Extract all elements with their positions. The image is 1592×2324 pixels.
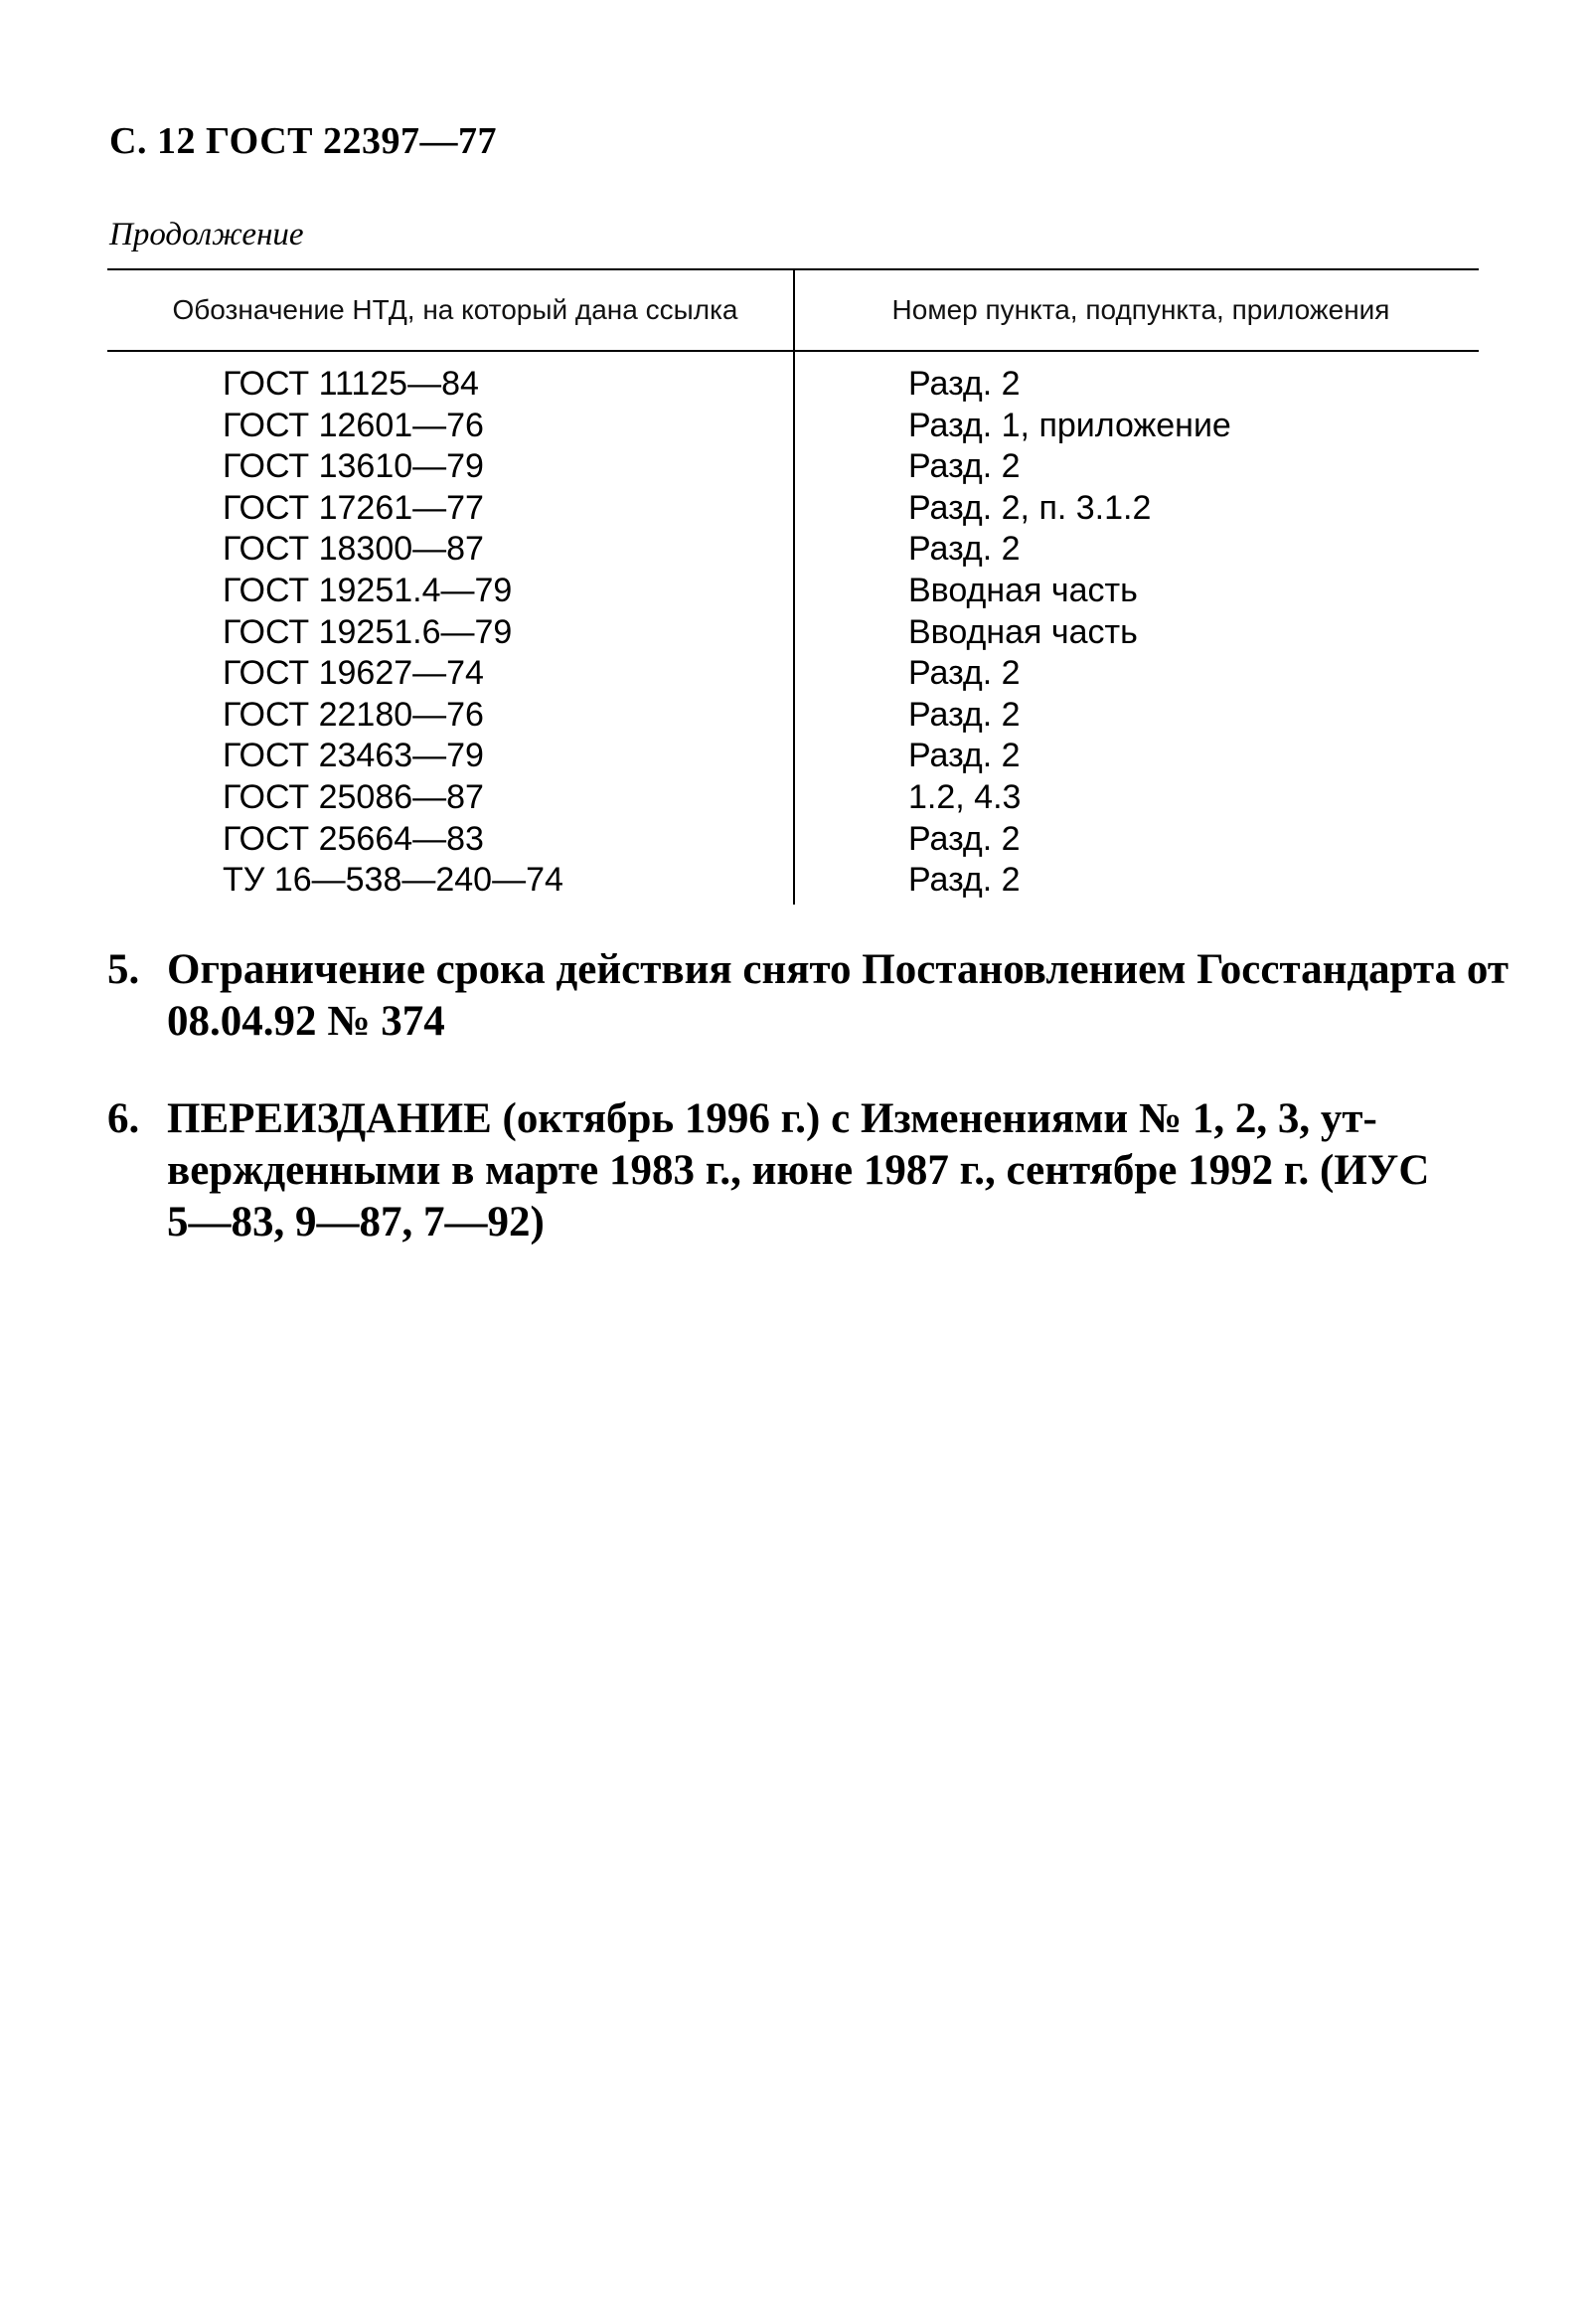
cell-document: ГОСТ 11125—84 (223, 365, 479, 403)
cell-document: ГОСТ 19627—74 (223, 654, 484, 693)
note-line: вержденными в марте 1983 г., июне 1987 г., сентябре 1992 г. (ИУС (167, 1147, 1430, 1194)
table-row (107, 529, 1479, 571)
cell-section: Разд. 2 (908, 447, 1021, 486)
cell-document: ГОСТ 13610—79 (223, 447, 484, 486)
table-row (107, 364, 1479, 406)
cell-section: Разд. 2 (908, 861, 1021, 900)
cell-document: ГОСТ 12601—76 (223, 406, 484, 444)
cell-document: ГОСТ 25086—87 (223, 777, 484, 816)
column-header-section: Номер пункта, подпункта, приложения (891, 294, 1390, 325)
table-row (107, 695, 1479, 737)
cell-document: ГОСТ 18300—87 (223, 530, 484, 569)
cell-section: Разд. 2 (908, 819, 1021, 858)
cell-document: ГОСТ 19251.6—79 (223, 612, 513, 651)
continuation-label: Продолжение (109, 217, 304, 252)
note-6 (107, 1093, 1489, 1248)
cell-section: Вводная часть (908, 612, 1138, 651)
table-row (107, 736, 1479, 777)
cell-document: ГОСТ 22180—76 (223, 695, 484, 734)
cell-section: Разд. 2 (908, 737, 1021, 775)
note-line: Ограничение срока действия снято Постановлением Госстандарта от (167, 946, 1509, 993)
cell-section: Разд. 2 (908, 695, 1021, 734)
note-line: 08.04.92 № 374 (167, 998, 445, 1045)
table-row (107, 612, 1479, 654)
cell-section: Разд. 2 (908, 365, 1021, 403)
cell-section: Разд. 2 (908, 654, 1021, 693)
note-line: ПЕРЕИЗДАНИЕ (октябрь 1996 г.) с Изменениями № 1, 2, 3, ут- (167, 1095, 1377, 1142)
table-row (107, 653, 1479, 695)
table-row (107, 446, 1479, 488)
table-row (107, 571, 1479, 612)
table-row (107, 488, 1479, 530)
cell-section: Разд. 2 (908, 530, 1021, 569)
page-header: С. 12 ГОСТ 22397—77 (109, 120, 497, 162)
cell-document: ТУ 16—538—240—74 (223, 861, 563, 900)
cell-section: Вводная часть (908, 571, 1138, 609)
table-body (107, 364, 1479, 902)
cell-section: Разд. 2, п. 3.1.2 (908, 488, 1152, 527)
note-5 (107, 944, 1509, 1048)
cell-document: ГОСТ 25664—83 (223, 819, 484, 858)
cell-document: ГОСТ 17261—77 (223, 488, 484, 527)
table-row (107, 819, 1479, 861)
cell-document: ГОСТ 23463—79 (223, 737, 484, 775)
cell-section: Разд. 1, приложение (908, 406, 1231, 444)
cell-section: 1.2, 4.3 (908, 777, 1022, 816)
note-number: 5. (107, 946, 140, 993)
note-line: 5—83, 9—87, 7—92) (167, 1199, 545, 1245)
table-row (107, 860, 1479, 902)
table-row (107, 406, 1479, 447)
note-number: 6. (107, 1095, 140, 1142)
column-header-document: Обозначение НТД, на который дана ссылка (172, 294, 738, 325)
table-row (107, 777, 1479, 819)
cell-document: ГОСТ 19251.4—79 (223, 571, 513, 609)
